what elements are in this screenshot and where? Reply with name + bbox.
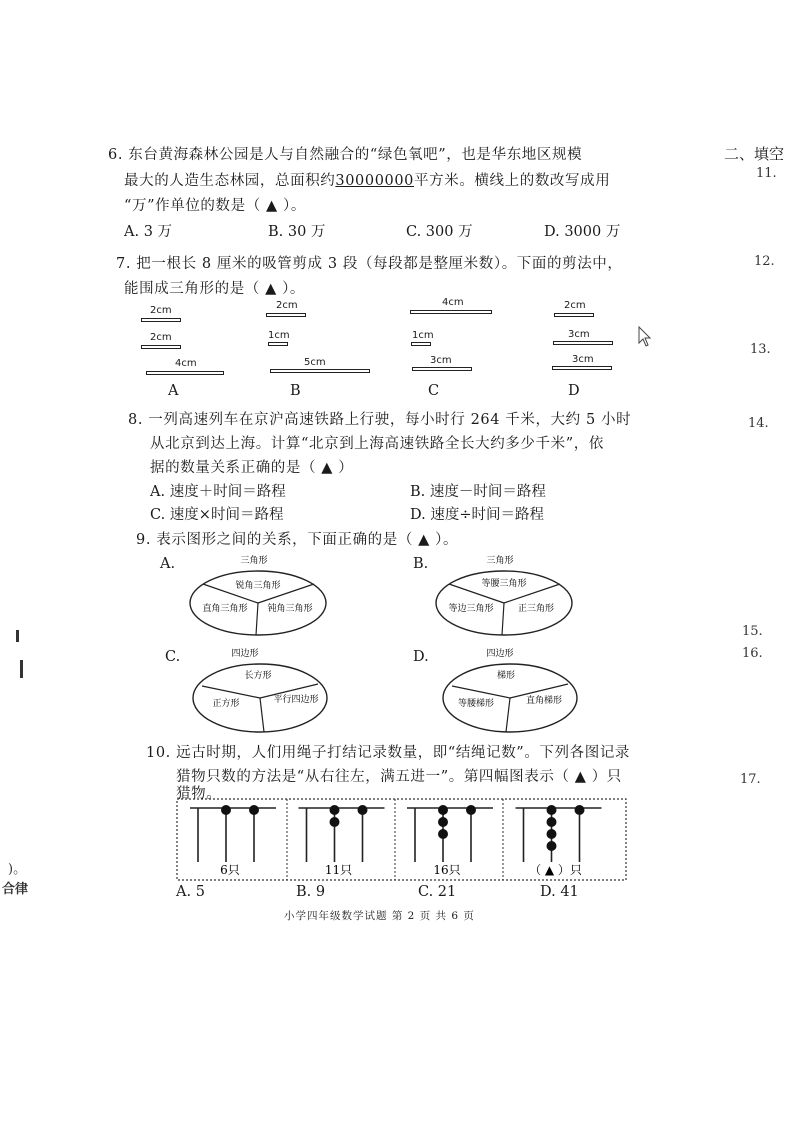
straw-label: 1cm — [412, 330, 434, 341]
knot — [330, 805, 340, 815]
q6-line3: “万”作单位的数是（ ▲ ）。 — [124, 198, 306, 214]
diagram-part: 正三角形 — [517, 604, 555, 614]
right-item-number: 17. — [740, 772, 761, 787]
q6-option-c: C. 300 万 — [406, 224, 473, 240]
right-section-heading: 二、填空 — [724, 145, 785, 163]
diagram-title: 四边形 — [486, 649, 514, 659]
straw-piece — [552, 366, 612, 370]
straw-label: 4cm — [442, 297, 464, 308]
knot — [221, 805, 231, 815]
left-margin-fragment: 合律 — [2, 882, 29, 897]
q10-option-a: A. 5 — [176, 884, 205, 900]
right-item-number: 11. — [756, 166, 777, 181]
knot — [249, 805, 259, 815]
diagram-part: 等腰梯形 — [457, 699, 495, 709]
q9-letter-c: C. — [165, 649, 181, 665]
straw-piece — [266, 313, 306, 317]
straw-label: 3cm — [568, 329, 590, 340]
q10-option-c: C. 21 — [418, 884, 457, 900]
q8-line1 — [128, 408, 631, 429]
straw-piece — [553, 341, 613, 345]
straw-piece — [141, 318, 181, 322]
diagram-divider — [260, 698, 264, 732]
knot — [547, 841, 557, 851]
q8-number: 8. — [128, 412, 144, 428]
q9-line1 — [136, 528, 458, 549]
straw-piece — [268, 342, 288, 346]
diagram-divider — [502, 603, 504, 635]
q6-text-line2b: 平方米。横线上的数改写成用 — [414, 173, 611, 189]
q10-option-b: B. 9 — [296, 884, 326, 900]
q8-option-d: D. 速度÷时间＝路程 — [410, 507, 544, 523]
right-item-number: 13. — [750, 342, 771, 357]
q9-letter-b: B. — [413, 556, 429, 572]
right-item-number: 12. — [754, 254, 775, 269]
q7-line1 — [116, 252, 623, 273]
page-footer: 小学四年级数学试题 第 2 页 共 6 页 — [284, 910, 475, 922]
q9-number: 9. — [136, 532, 152, 548]
diagram-part: 正方形 — [212, 699, 240, 709]
q7-group-letter-d: D — [568, 383, 580, 399]
straw-label: 1cm — [268, 330, 290, 341]
straw-piece — [411, 342, 431, 346]
diagram-divider — [452, 686, 510, 698]
diagram-part: 长方形 — [244, 671, 272, 681]
q10-line3: 猎物。 — [176, 786, 222, 802]
q9-diagram-a — [186, 552, 330, 640]
q9-text: 表示图形之间的关系，下面正确的是（ ▲ ）。 — [156, 532, 459, 548]
q8-option-a: A. 速度＋时间＝路程 — [150, 484, 286, 500]
knot — [575, 805, 585, 815]
q6-line1 — [108, 143, 582, 164]
diagram-part: 平行四边形 — [273, 695, 319, 705]
knot — [438, 817, 448, 827]
left-margin-fragment: )。 — [8, 862, 27, 877]
straw-label: 4cm — [175, 358, 197, 369]
q6-number: 6. — [108, 147, 124, 163]
diagram-part: 梯形 — [496, 671, 516, 681]
q6-text-line2a: 最大的人造生态林园，总面积约 — [124, 173, 336, 189]
q8-line2: 从北京到达上海。计算“北京到上海高速铁路全长大约多少千米”，依 — [150, 436, 604, 452]
diagram-part: 直角梯形 — [525, 696, 563, 706]
straw-label: 3cm — [430, 355, 452, 366]
diagram-title: 三角形 — [240, 556, 268, 566]
q8-line3: 据的数量关系正确的是（ ▲ ） — [150, 460, 354, 476]
mouse-cursor-icon — [638, 326, 654, 348]
straw-piece — [554, 313, 594, 317]
knot — [547, 829, 557, 839]
straw-label: 3cm — [572, 354, 594, 365]
q10-number: 10. — [146, 745, 171, 761]
straw-label: 2cm — [276, 300, 298, 311]
margin-mark — [20, 660, 23, 678]
q9-diagram-d — [440, 646, 584, 736]
q7-group-letter-b: B — [290, 383, 301, 399]
knot — [547, 817, 557, 827]
q7-line2: 能围成三角形的是（ ▲ ）。 — [124, 281, 306, 297]
q9-diagram-b — [432, 552, 576, 640]
diagram-divider — [202, 686, 260, 698]
knot — [547, 805, 557, 815]
panel-label: 16只 — [433, 863, 461, 877]
diagram-title: 三角形 — [486, 556, 514, 566]
straw-label: 2cm — [150, 332, 172, 343]
q10-text-line1: 远古时期，人们用绳子打结记录数量，即“结绳记数”。下列各图记录 — [176, 745, 631, 761]
straw-piece — [410, 310, 492, 314]
q8-text-line1: 一列高速列车在京沪高速铁路上行驶，每小时行 264 千米，大约 5 小时 — [148, 412, 632, 428]
diagram-part: 等边三角形 — [448, 604, 494, 614]
q8-option-b: B. 速度－时间＝路程 — [410, 484, 546, 500]
straw-label: 2cm — [564, 300, 586, 311]
knot — [358, 805, 368, 815]
diagram-part: 等腰三角形 — [481, 579, 527, 589]
right-item-number: 15. — [742, 624, 763, 639]
diagram-part: 锐角三角形 — [235, 581, 281, 591]
q9-diagram-c — [190, 646, 334, 736]
knot — [466, 805, 476, 815]
right-item-number: 14. — [748, 416, 769, 431]
panel-label: 11只 — [324, 863, 353, 877]
q7-number: 7. — [116, 256, 132, 272]
straw-piece — [146, 371, 224, 375]
q10-line2: 猎物只数的方法是“从右往左，满五进一”。第四幅图表示（ ▲ ）只 — [176, 769, 622, 785]
q7-group-letter-a: A — [168, 383, 179, 399]
straw-label: 2cm — [150, 305, 172, 316]
q9-letter-d: D. — [413, 649, 429, 665]
panel-label: 6只 — [220, 863, 240, 877]
knot — [438, 805, 448, 815]
q10-option-d: D. 41 — [540, 884, 579, 900]
straw-piece — [412, 367, 472, 371]
q7-group-letter-c: C — [428, 383, 440, 399]
panel-label: （ ▲ ）只 — [529, 863, 582, 877]
knot — [330, 817, 340, 827]
q6-text-line1: 东台黄海森林公园是人与自然融合的“绿色氧吧”，也是华东地区规模 — [128, 147, 583, 163]
knot — [438, 829, 448, 839]
straw-piece — [270, 369, 370, 373]
diagram-divider — [256, 603, 258, 635]
margin-mark — [16, 630, 19, 642]
straw-piece — [141, 345, 181, 349]
straw-label: 5cm — [304, 357, 326, 368]
q6-underlined-number: 30000000 — [335, 173, 415, 189]
knot-diagram — [176, 798, 628, 882]
q6-option-d: D. 3000 万 — [544, 224, 621, 240]
q7-text-line1: 把一根长 8 厘米的吸管剪成 3 段（每段都是整厘米数）。下面的剪法中， — [136, 256, 623, 272]
q6-line2 — [124, 169, 610, 190]
q6-option-a: A. 3 万 — [124, 224, 173, 240]
right-item-number: 16. — [742, 646, 763, 661]
q8-option-c: C. 速度×时间＝路程 — [150, 507, 284, 523]
q10-line1 — [146, 741, 630, 762]
diagram-part: 钝角三角形 — [267, 604, 313, 614]
diagram-divider — [506, 698, 510, 732]
q6-option-b: B. 30 万 — [268, 224, 326, 240]
q9-letter-a: A. — [160, 556, 176, 572]
diagram-title: 四边形 — [231, 649, 259, 659]
diagram-part: 直角三角形 — [202, 604, 248, 614]
